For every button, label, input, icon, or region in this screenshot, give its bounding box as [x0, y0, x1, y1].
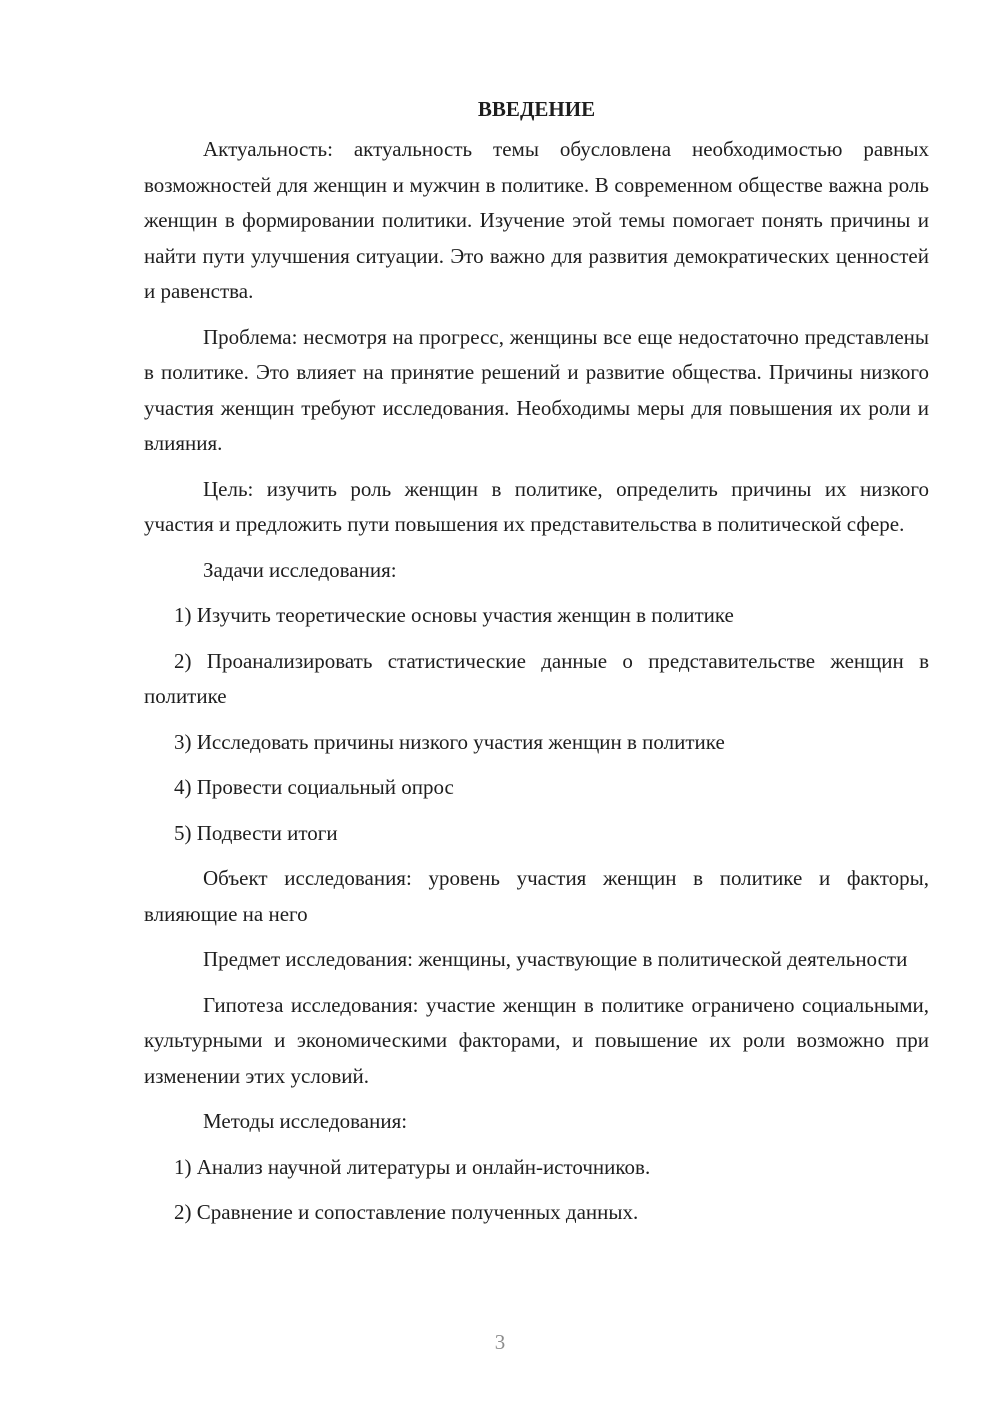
methods-heading: Методы исследования:	[203, 1109, 408, 1133]
task-item-1: 1) Изучить теоретические основы участия женщин в политике	[174, 603, 734, 627]
task-item-2: 2) Проанализировать статистические данные о представительстве женщин в политике	[144, 648, 929, 708]
page-content	[144, 92, 929, 1241]
hypothesis-paragraph: Гипотеза исследования: участие женщин в политике ограничено социальными, культурными и экономическими факторами, и повышение их роли возможно при изменении этих условий.	[144, 992, 929, 1088]
page-title: ВВЕДЕНИЕ	[477, 97, 596, 121]
tasks-heading: Задачи исследования:	[203, 557, 397, 582]
subject-paragraph: Предмет исследования: женщины, участвующие в политической деятельности	[203, 947, 908, 971]
method-item-1: 1) Анализ научной литературы и онлайн-источников.	[174, 1154, 651, 1179]
goal-paragraph: Цель: изучить роль женщин в политике, определить причины их низкого участия и предложить пути повышения их представительства в политической сфере.	[144, 476, 929, 536]
method-item-2: 2) Сравнение и сопоставление полученных данных.	[174, 1200, 639, 1224]
object-paragraph: Объект исследования: уровень участия женщин в политике и факторы, влияющие на него	[144, 866, 929, 926]
relevance-paragraph: Актуальность: актуальность темы обусловлена необходимостью равных возможностей для женщин и мужчин в политике. В современном обществе важна роль женщин в формировании политики. Изучение этой темы помогает понять причины и найти пути улучшения ситуации. Это важно для развития демократических ценностей и равенства.	[144, 137, 929, 303]
page-number: 3	[494, 1330, 506, 1354]
task-item-4: 4) Провести социальный опрос	[174, 775, 454, 799]
task-item-5: 5) Подвести итоги	[174, 820, 338, 845]
problem-paragraph: Проблема: несмотря на прогресс, женщины все еще недостаточно представлены в политике. Это влияет на принятие решений и развитие общества. Причины низкого участия женщин требуют исследования. Необходимы меры для повышения их роли и влияния.	[144, 324, 929, 455]
task-item-3: 3) Исследовать причины низкого участия женщин в политике	[174, 729, 725, 754]
